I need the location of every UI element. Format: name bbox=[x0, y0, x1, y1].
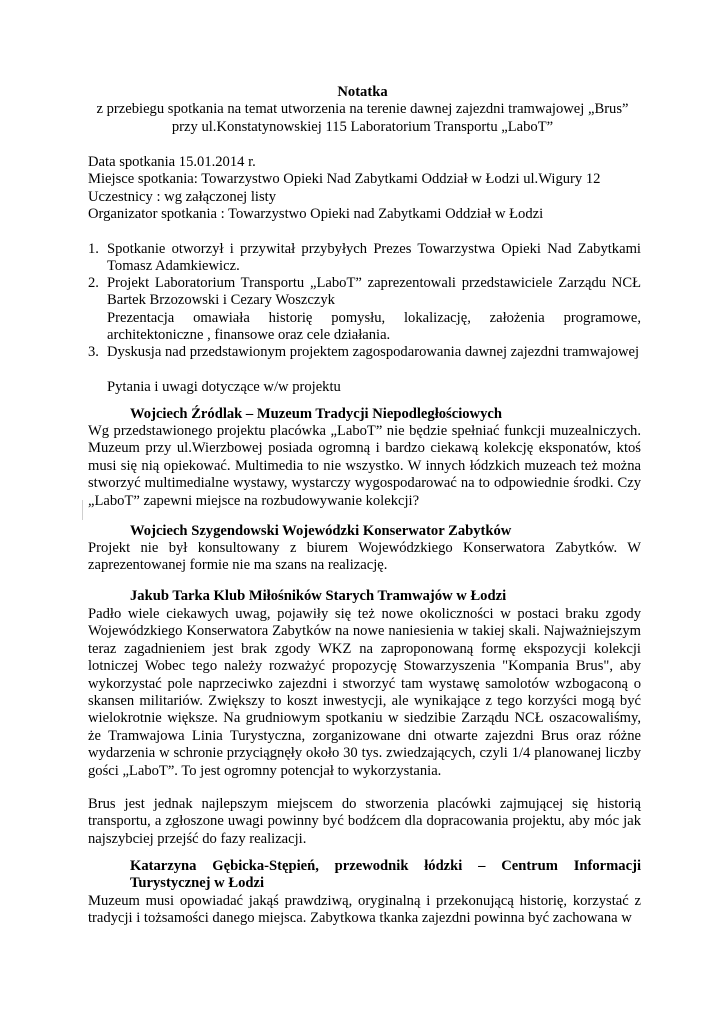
agenda-item-3-note: Pytania i uwagi dotyczące w/w projektu bbox=[107, 379, 341, 395]
speaker-heading-1: Wojciech Źródlak – Muzeum Tradycji Niepodległościowych bbox=[130, 406, 502, 422]
meeting-date: Data spotkania 15.01.2014 r. bbox=[88, 154, 256, 170]
subtitle-line-1: z przebiegu spotkania na temat utworzenia na terenie dawnej zajezdni tramwajowej „Brus” bbox=[96, 101, 629, 117]
subtitle-line-2: przy ul.Konstatynowskiej 115 Laboratorium Transportu „LaboT” bbox=[171, 119, 554, 135]
agenda-item-2-note: Prezentacja omawiała historię pomysłu, lokalizację, założenia programowe, architektoniczne , finansowe oraz cele działania. bbox=[107, 310, 641, 344]
speaker-text-3b: Brus jest jednak najlepszym miejscem do stworzenia placówki zajmującej się historią transportu, a zgłoszone uwagi powinny być bodźcem dla dopracowania projektu, aby móc jak najszybciej przejść do fazy realizacji. bbox=[88, 796, 641, 847]
speaker-text-4: Muzeum musi opowiadać jakąś prawdziwą, oryginalną i przekonującą historię, korzystać z tradycji i tożsamości danego miejsca. Zabytkowa tkanka zajezdni powinna być zachowana w bbox=[88, 893, 641, 927]
meeting-place: Miejsce spotkania: Towarzystwo Opieki Nad Zabytkami Oddział w Łodzi ul.Wigury 12 bbox=[88, 171, 601, 187]
agenda-number-3: 3. bbox=[88, 344, 99, 360]
organizer: Organizator spotkania : Towarzystwo Opieki nad Zabytkami Oddział w Łodzi bbox=[88, 206, 544, 222]
speaker-text-2: Projekt nie był konsultowany z biurem Wojewódzkiego Konserwatora Zabytków. W zaprezentowanej formie nie ma szans na realizację. bbox=[88, 540, 641, 574]
speaker-heading-2: Wojciech Szygendowski Wojewódzki Konserwator Zabytków bbox=[130, 523, 512, 539]
agenda-number-1: 1. bbox=[88, 241, 99, 257]
agenda-item-2: Projekt Laboratorium Transportu „LaboT” zaprezentowali przedstawiciele Zarządu NCŁ Bartek Brzozowski i Cezary Woszczyk bbox=[107, 275, 641, 309]
speaker-text-3a: Padło wiele ciekawych uwag, pojawiły się też nowe okoliczności w postaci braku zgody Wojewódzkiego Konserwatora Zabytków na nowe naniesienia w takiej skali. Najważniejszym teraz zagadnieniem jest brak zgody WKZ na zaproponowaną formę ekspozycji kolekcji lotniczej Wobec tego należy rozważyć propozycję Stowarzyszenia "Kompania Brus", aby wykorzystać pole naprzeciwko zajezdni i stworzyć tam wystawę samolotów wzbogaconą o skansen militariów. Zwiększy to koszt inwestycji, ale wynikające z tego korzyści mogą być wielokrotnie większe. Na grudniowym spotkaniu w siedzibie Zarządu NCŁ oszacowaliśmy, że Tramwajowa Linia Turystyczna, zorganizowane dni otwarte zajezdni Brus oraz różne wydarzenia w schronie przyciągnęły około 30 tys. zwiedzających, czyli 1/4 planowanej liczby gości „LaboT”. To jest ogromny potencjał to wykorzystania. bbox=[88, 606, 641, 779]
document-title: Notatka bbox=[337, 84, 388, 100]
speaker-heading-4: Katarzyna Gębicka-Stępień, przewodnik łódzki – Centrum Informacji Turystycznej w Łodzi bbox=[130, 858, 641, 892]
speaker-text-1: Wg przedstawionego projektu placówka „LaboT” nie będzie spełniać funkcji muzealniczych. Muzeum przy ul.Wierzbowej posiada ogromną i bardzo ciekawą kolekcję eksponatów, ktoś musi się nią opiekować. Multimedia to nie wszystko. W innych łódzkich muzeach też można stworzyć multimedialne wystawy, wystarczy wygospodarować na to odpowiednie środki. Czy „LaboT” zapewni miejsce na rozbudowywanie kolekcji? bbox=[88, 423, 641, 509]
agenda-item-3: Dyskusja nad przedstawionym projektem zagospodarowania dawnej zajezdni tramwajowej bbox=[107, 344, 640, 360]
agenda-item-1: Spotkanie otworzył i przywitał przybyłych Prezes Towarzystwa Opieki Nad Zabytkami Tomasz Adamkiewicz. bbox=[107, 241, 641, 275]
participants: Uczestnicy : wg załączonej listy bbox=[88, 189, 277, 205]
speaker-heading-3: Jakub Tarka Klub Miłośników Starych Tramwajów w Łodzi bbox=[130, 588, 507, 604]
agenda-number-2: 2. bbox=[88, 275, 99, 291]
margin-mark bbox=[82, 500, 83, 520]
